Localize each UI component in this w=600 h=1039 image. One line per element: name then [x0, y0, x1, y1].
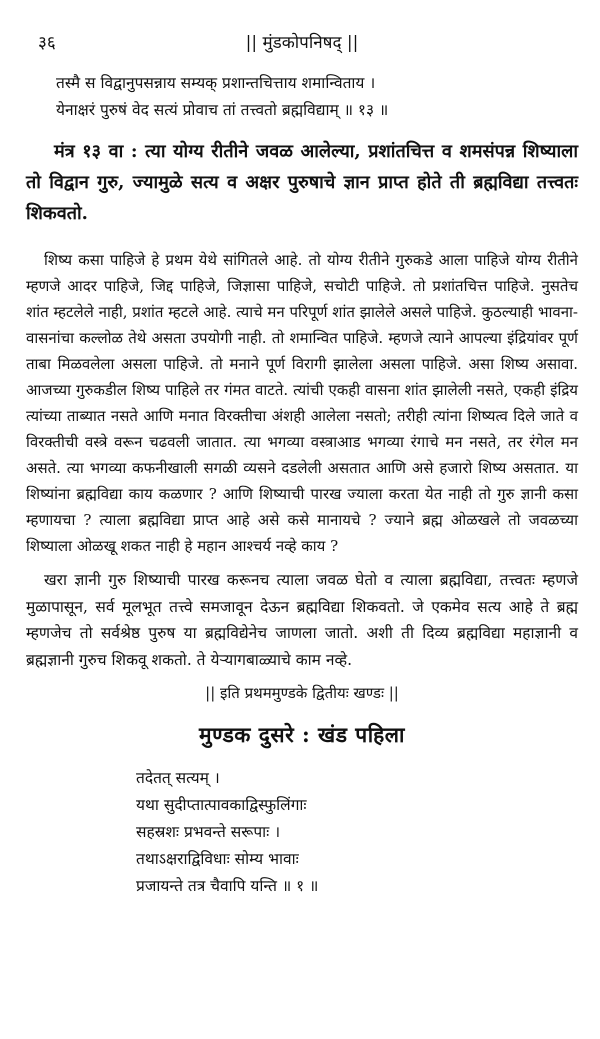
mantra-text: त्या योग्य रीतीने जवळ आलेल्या, प्रशांतचित्त व शमसंपन्न शिष्याला तो विद्वान गुरु, ज्यामुळे सत्य व अक्षर पुरुषाचे ज्ञान प्राप्त होते ती ब्रह्मविद्या तत्त्वतः शिकवतो. [26, 141, 578, 224]
explanation-paragraph-1: शिष्य कसा पाहिजे हे प्रथम येथे सांगितले आहे. तो योग्य रीतीने गुरुकडे आला पाहिजे योग्य रीतीने म्हणजे आदर पाहिजे, जिद्द पाहिजे, जिज्ञासा पाहिजे, सचोटी पाहिजे. तो प्रशांतचित्त पाहिजे. नुसतेच शांत म्हटलेले नाही, प्रशांत म्हटले आहे. त्याचे मन परिपूर्ण शांत झालेले असले पाहिजे. कुठल्याही भावना-वासनांचा कल्लोळ तेथे असता उपयोगी नाही. तो शमान्वित पाहिजे. म्हणजे त्याने आपल्या इंद्रियांवर पूर्ण ताबा मिळवलेला असला पाहिजे. तो मनाने पूर्ण विरागी झालेला असला पाहिजे. असा शिष्य असावा. आजच्या गुरुकडील शिष्य पाहिले तर गंमत वाटते. त्यांची एकही वासना शांत झालेली नसते, एकही इंद्रिय त्यांच्या ताब्यात नसते आणि मनात विरक्तीचा अंशही आलेला नसतो; तरीही त्यांना शिष्यत्व दिले जाते व विरक्तीची वस्त्रे वरून चढवली जातात. त्या भगव्या वस्त्राआड भगव्या रंगाचे मन नसते, तर रंगेल मन असते. त्या भगव्या कफनीखाली सगळी व्यसने दडलेली असतात आणि असे हजारो शिष्य असतात. या शिष्यांना ब्रह्मविद्या काय कळणार ? आणि शिष्याची पारख ज्याला करता येत नाही तो गुरु ज्ञानी कसा म्हणायचा ? त्याला ब्रह्मविद्या प्राप्त आहे असे कसे मानायचे ? ज्याने ब्रह्म ओळखले तो जवळच्या शिष्याला ओळखू शकत नाही हे महान आश्चर्य नव्हे काय ? [26, 251, 578, 555]
verse-line: तदेतत् सत्यम् । [136, 769, 220, 787]
section-colophon: || इति प्रथममुण्डके द्वितीयः खण्डः || [205, 684, 399, 702]
verse-line: तस्मै स विद्वानुपसन्नाय सम्यक् प्रशान्तचित्ताय शमान्विताय । [56, 74, 376, 92]
mantra-commentary [26, 136, 578, 229]
verse-line: सहस्रशः प्रभवन्ते सरूपाः । [136, 823, 281, 841]
verse-line: येनाक्षरं पुरुषं वेद सत्यं प्रोवाच तां तत्त्वतो ब्रह्मविद्याम् ॥ १३ ॥ [56, 101, 389, 119]
sanskrit-verse-1 [136, 765, 578, 900]
sanskrit-verse-13 [56, 70, 578, 124]
verse-line: यथा सुदीप्तात्पावकाद्विस्फुलिंगाः [136, 796, 307, 814]
verse-line: तथाऽक्षराद्विविधाः सोम्य भावाः [136, 850, 299, 868]
verse-line: प्रजायन्ते तत्र चैवापि यन्ति ॥ १ ॥ [136, 877, 319, 895]
page-header [26, 30, 578, 56]
running-title: || मुंडकोपनिषद् || [245, 33, 359, 53]
explanation-paragraph-2: खरा ज्ञानी गुरु शिष्याची पारख करूनच त्याला जवळ घेतो व त्याला ब्रह्मविद्या, तत्त्वतः म्हणजे मुळापासून, सर्व मूलभूत तत्त्वे समजावून देऊन ब्रह्मविद्या शिकवतो. जे एकमेव सत्य आहे ते ब्रह्म म्हणजेच तो सर्वश्रेष्ठ पुरुष या ब्रह्मविद्येनेच जाणला जातो. अशी ती दिव्य ब्रह्मविद्या महाज्ञानी व ब्रह्मज्ञानी गुरुच शिकवू शकतो. ते येऱ्यागबाळ्याचे काम नव्हे. [26, 571, 578, 669]
section-heading: मुण्डक दुसरे : खंड पहिला [199, 722, 405, 747]
mantra-label: मंत्र १३ वा : [54, 141, 138, 162]
page-number: ३६ [38, 33, 56, 53]
